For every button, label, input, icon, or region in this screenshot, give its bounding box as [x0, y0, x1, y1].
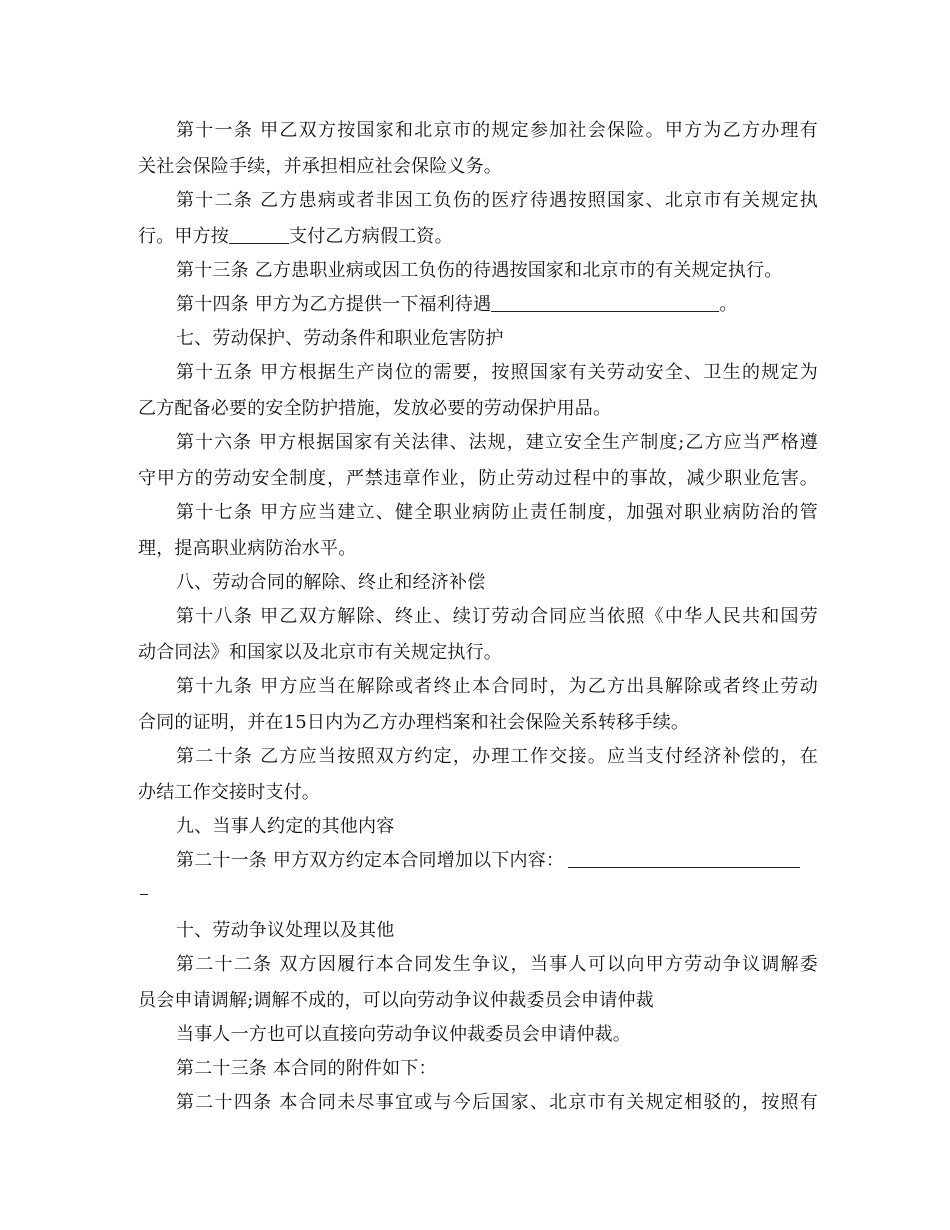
clause-11-line-1: 第十一条 甲乙双方按国家和北京市的规定参加社会保险。甲方为乙方办理有: [176, 120, 818, 141]
clause-21-text: 第二十一条 甲方双方约定本合同增加以下内容：: [176, 850, 565, 871]
clause-17-line-2: 理，提高职业病防治水平。: [138, 538, 357, 559]
clause-19-line-2: 合同的证明，并在15日内为乙方办理档案和社会保险关系转移手续。: [138, 712, 690, 733]
clause-14-text: 第十四条 甲方为乙方提供一下福利待遇: [176, 294, 492, 315]
clause-24-line-1: 第二十四条 本合同未尽事宜或与今后国家、北京市有关规定相驳的，按照有: [176, 1092, 818, 1113]
section-10-heading: 十、劳动争议处理以及其他: [176, 920, 395, 941]
clause-14-end: 。: [719, 294, 738, 315]
additional-content-blank: [568, 849, 800, 868]
clause-15-line-2: 乙方配备必要的安全防护措施，发放必要的劳动保护用品。: [138, 398, 612, 419]
clause-22-line-1: 第二十二条 双方因履行本合同发生争议，当事人可以向甲方劳动争议调解委: [176, 954, 818, 975]
clause-16-line-2: 守甲方的劳动安全制度，严禁违章作业，防止劳动过程中的事故，减少职业危害。: [138, 468, 818, 489]
sick-pay-blank: [229, 225, 289, 244]
clause-15-line-1: 第十五条 甲方根据生产岗位的需要，按照国家有关劳动安全、卫生的规定为: [176, 362, 818, 383]
clause-12-text-b: 支付乙方病假工资。: [289, 226, 453, 247]
section-9-heading: 九、当事人约定的其他内容: [176, 816, 395, 837]
clause-17-line-1: 第十七条 甲方应当建立、健全职业病防止责任制度，加强对职业病防治的管: [176, 502, 818, 523]
clause-19-line-1: 第十九条 甲方应当在解除或者终止本合同时，为乙方出具解除或者终止劳动: [176, 676, 818, 697]
clause-12-text-a: 行。甲方按: [138, 226, 229, 247]
clause-22-line-2: 员会申请调解;调解不成的，可以向劳动争议仲裁委员会申请仲裁: [138, 990, 654, 1011]
section-7-heading: 七、劳动保护、劳动条件和职业危害防护: [176, 328, 504, 349]
clause-11-line-2: 关社会保险手续，并承担相应社会保险义务。: [138, 156, 502, 177]
clause-20-line-1: 第二十条 乙方应当按照双方约定，办理工作交接。应当支付经济补偿的，在: [176, 746, 818, 767]
clause-14: [138, 292, 818, 318]
clause-16-line-1: 第十六条 甲方根据国家有关法律、法规，建立安全生产制度;乙方应当严格遵: [176, 432, 818, 453]
welfare-blank: [491, 293, 719, 312]
clause-12-line-2: [138, 224, 818, 250]
blank-continuation: [140, 894, 148, 895]
clause-21: [138, 848, 818, 874]
clause-12-line-1: 第十二条 乙方患病或者非因工负伤的医疗待遇按照国家、北京市有关规定执: [176, 190, 818, 211]
section-8-heading: 八、劳动合同的解除、终止和经济补偿: [176, 572, 486, 593]
clause-18-line-2: 动合同法》和国家以及北京市有关规定执行。: [138, 642, 502, 663]
clause-23: 第二十三条 本合同的附件如下：: [176, 1058, 437, 1079]
clause-22-line-3: 当事人一方也可以直接向劳动争议仲裁委员会申请仲裁。: [176, 1024, 631, 1045]
clause-20-line-2: 办结工作交接时支付。: [138, 782, 320, 803]
clause-13: 第十三条 乙方患职业病或因工负伤的待遇按国家和北京市的有关规定执行。: [176, 260, 783, 281]
clause-18-line-1: 第十八条 甲乙双方解除、终止、续订劳动合同应当依照《中华人民共和国劳: [176, 606, 818, 627]
